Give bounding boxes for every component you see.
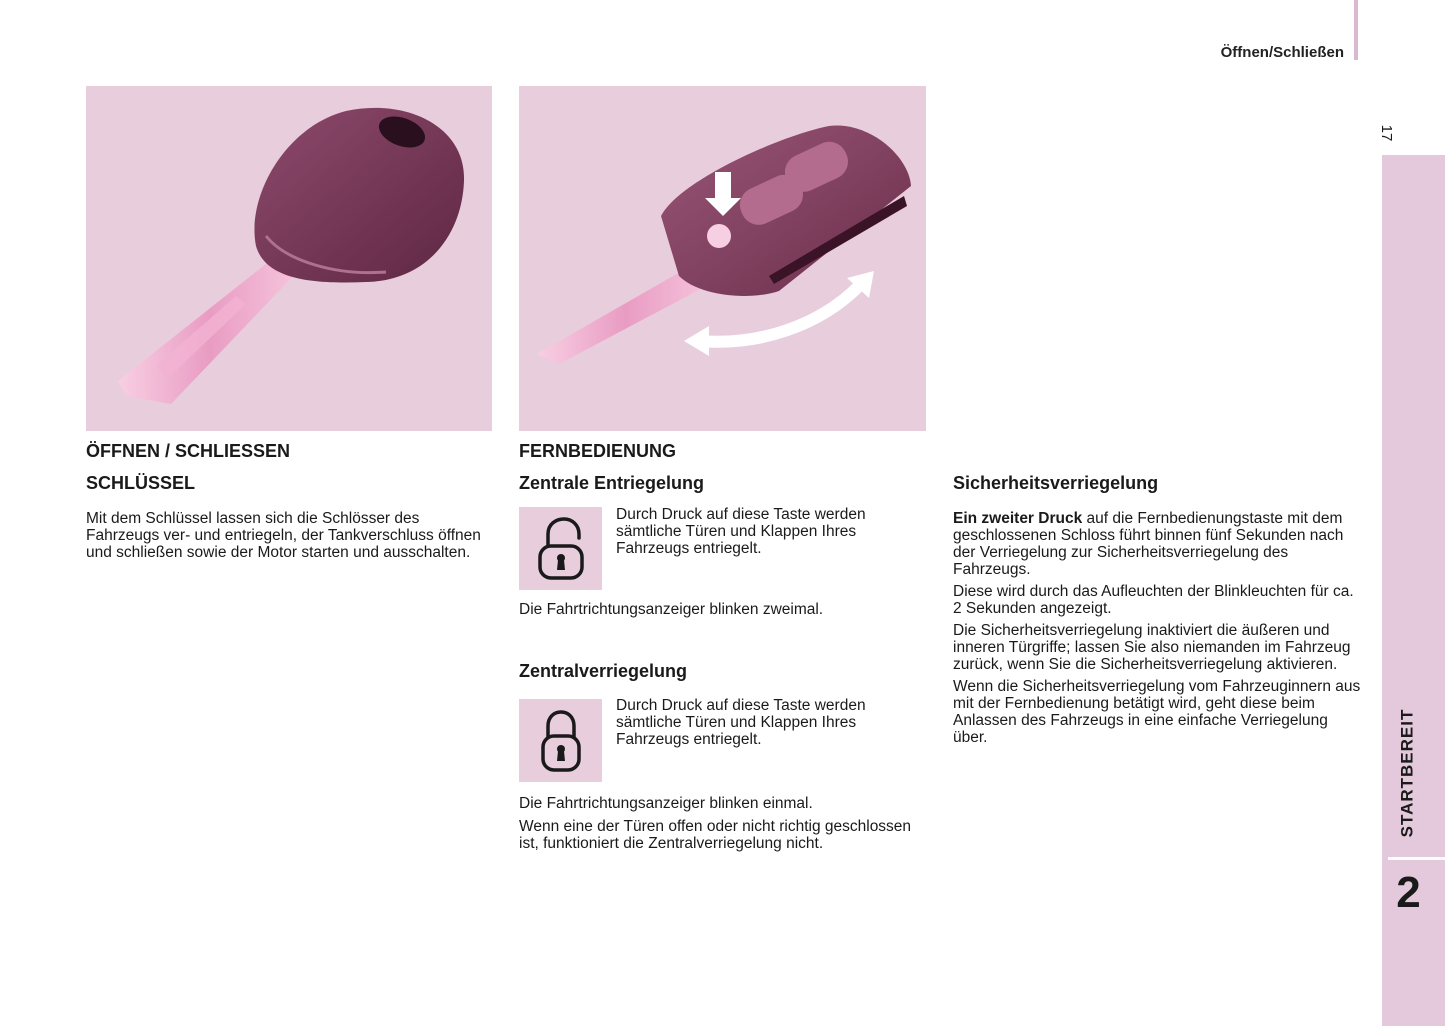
deadlocking-text [953,510,1363,751]
lock-note-blink: Die Fahrtrichtungsanzeiger blinken einmal. [519,795,813,812]
deadlocking-paragraph-1 [953,510,1363,578]
locked-padlock-icon [540,708,582,774]
unlock-button-icon-box [519,507,602,590]
section-heading-open-close: ÖFFNEN / SCHLIESSEN [86,441,291,461]
remote-key-icon [519,86,926,431]
deadlocking-paragraph-2: Diese wird durch das Aufleuchten der Blinkleuchten für ca. 2 Sekunden angezeigt. [953,583,1354,617]
deadlocking-bold-lead: Ein zweiter Druck [953,510,1083,527]
lock-note-door-open: Wenn eine der Türen offen oder nicht richtig geschlossen ist, funktioniert die Zentralverriegelung nicht. [519,818,912,852]
section-title: Öffnen/Schließen [1220,44,1344,61]
lock-description: Durch Druck auf diese Taste werden sämtliche Türen und Klappen Ihres Fahrzeugs entriegelt. [616,697,866,748]
key-icon [86,86,492,431]
heading-central-unlock: Zentrale Entriegelung [519,473,705,493]
deadlocking-p1-rest: auf die Fernbedienungstaste mit dem geschlossenen Schloss führt binnen fünf Sekunden nach der Verriegelung zur Sicherheitsverriegelung des Fahrzeugs. [953,510,1344,578]
key-illustration [86,86,492,431]
header-rule [1354,0,1358,60]
remote-key-illustration [519,86,926,431]
deadlocking-paragraph-4: Wenn die Sicherheitsverriegelung vom Fahrzeuginnern aus mit der Fernbedienung betätigt wird, geht diese beim Anlassen des Fahrzeugs in eine einfache Verriegelung über. [953,678,1361,746]
key-description: Mit dem Schlüssel lassen sich die Schlösser des Fahrzeugs ver- und entriegeln, der Tankverschluss öffnen und schließen sowie der Motor starten und ausschalten. [86,510,481,561]
chapter-tab-label: STARTBEREIT [1397,708,1416,837]
chapter-number: 2 [1396,868,1421,917]
chapter-tab-label-wrap [1382,700,1432,845]
unlock-note: Die Fahrtrichtungsanzeiger blinken zweimal. [519,601,824,618]
heading-key: SCHLÜSSEL [86,473,196,493]
heading-deadlocking: Sicherheitsverriegelung [953,473,1159,493]
section-heading-remote: FERNBEDIENUNG [519,441,677,461]
deadlocking-paragraph-3: Die Sicherheitsverriegelung inaktiviert die äußeren und inneren Türgriffe; lassen Sie also niemanden im Fahrzeug zurück, wenn Sie die Sicherheitsverriegelung aktivieren. [953,622,1351,673]
lock-button-icon-box [519,699,602,782]
chapter-tab-rule [1388,857,1445,860]
page-number: 17 [1378,124,1396,142]
unlock-description: Durch Druck auf diese Taste werden sämtliche Türen und Klappen Ihres Fahrzeugs entriegelt. [616,506,866,557]
heading-central-lock: Zentralverriegelung [519,661,688,681]
unlocked-padlock-icon [536,516,586,582]
